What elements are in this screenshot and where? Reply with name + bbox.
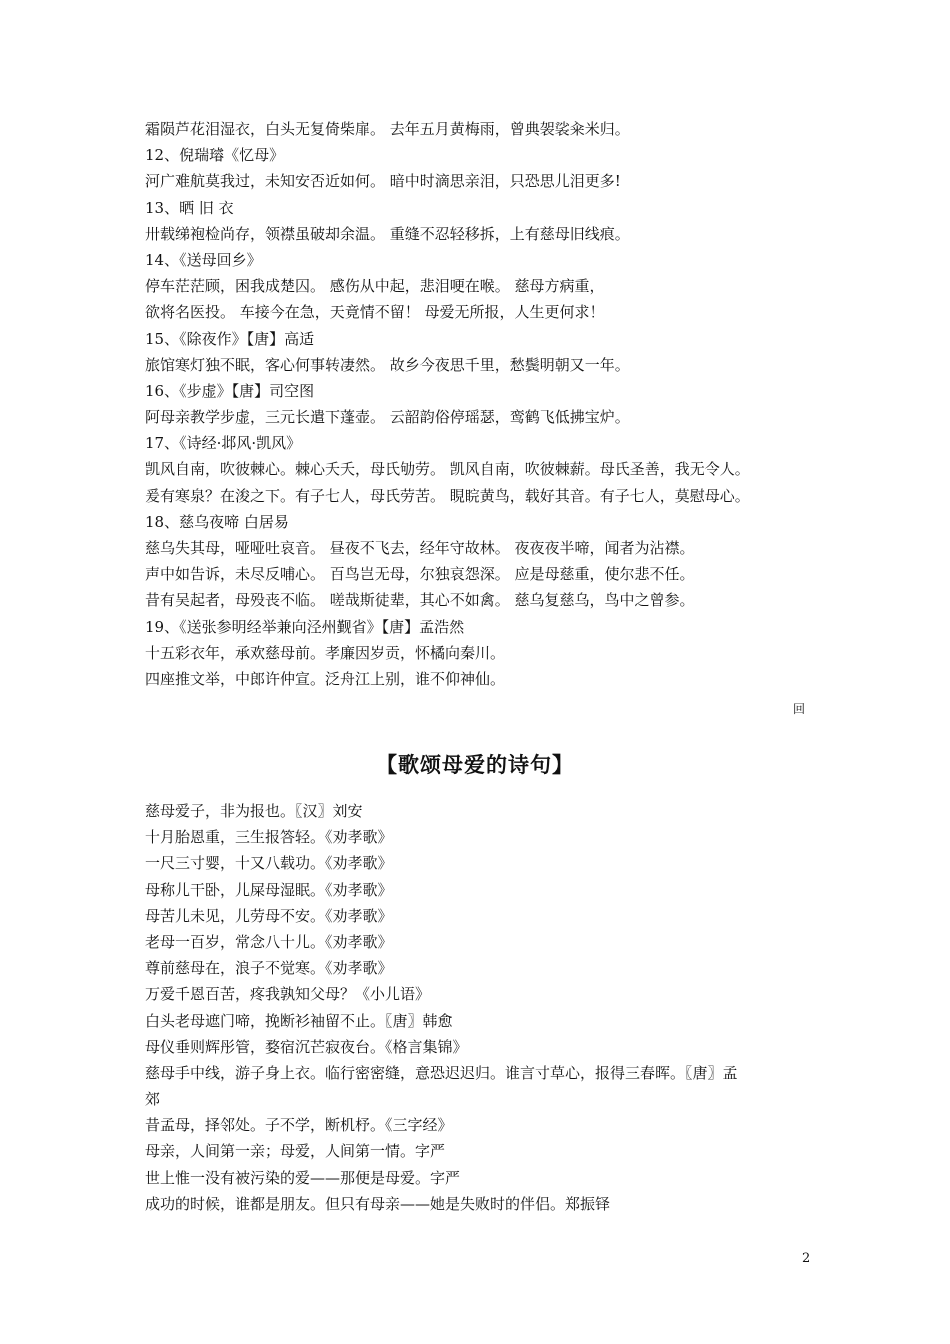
quote-line: 慈母手中线，游子身上衣。临行密密缝，意恐迟迟归。谁言寸草心，报得三春晖。〖唐〗孟 bbox=[145, 1063, 738, 1082]
quote-line: 世上惟一没有被污染的爱——那便是母爱。字严 bbox=[145, 1168, 461, 1187]
poem-heading: 12、倪瑞璿《忆母》 bbox=[145, 146, 285, 165]
text-line: 爰有寒泉？在浚之下。有子七人，母氏劳苦。 睍睆黄鸟，载好其音。有子七人，莫慰母心。 bbox=[145, 486, 750, 505]
text-line: 阿母亲教学步虚，三元长遣下蓬壶。 云韶韵俗停瑶瑟，鸾鹤飞低拂宝炉。 bbox=[145, 408, 630, 427]
text-line: 声中如告诉，未尽反哺心。 百鸟岂无母，尔独哀怨深。 应是母慈重，使尔悲不任。 bbox=[145, 565, 695, 584]
text-line: 欲将名医投。 车接今在急，天竟情不留！ 母爱无所报，人生更何求！ bbox=[145, 303, 605, 322]
text-line: 凯风自南，吹彼棘心。棘心夭夭，母氏劬劳。 凯风自南，吹彼棘薪。母氏圣善，我无令人。 bbox=[145, 460, 750, 479]
section-title: 【歌颂母爱的诗句】 bbox=[376, 752, 574, 777]
quote-line: 慈母爱子，非为报也。〖汉〗刘安 bbox=[145, 802, 363, 820]
text-line: 停车茫茫顾，困我成楚囚。 感伤从中起，悲泪哽在喉。 慈母方病重， bbox=[145, 277, 605, 296]
poem-heading: 19、《送张参明经举兼向泾州觐省》【唐】孟浩然 bbox=[145, 617, 465, 636]
text-line: 四座推文举，中郎许仲宣。泛舟江上别，谁不仰神仙。 bbox=[145, 669, 506, 688]
text-line: 旅馆寒灯独不眠，客心何事转凄然。 故乡今夜思千里，愁鬓明朝又一年。 bbox=[145, 355, 630, 374]
quote-line: 母仪垂则辉彤管，婺宿沉芒寂夜台。《格言集锦》 bbox=[145, 1037, 468, 1056]
quote-line: 一尺三寸婴，十又八载功。《劝孝歌》 bbox=[145, 854, 393, 873]
quote-line: 母亲，人间第一亲；母爱，人间第一情。字严 bbox=[145, 1142, 446, 1161]
quote-line: 昔孟母，择邻处。子不学，断机杼。《三字经》 bbox=[145, 1116, 453, 1135]
quote-list bbox=[145, 798, 825, 1217]
quote-line: 万爱千恩百苦，疼我孰知父母？《小儿语》 bbox=[145, 985, 431, 1004]
quote-line: 十月胎恩重，三生报答轻。《劝孝歌》 bbox=[145, 828, 393, 847]
quote-line: 老母一百岁，常念八十儿。《劝孝歌》 bbox=[145, 932, 393, 951]
text-line: 河广难航莫我过，未知安否近如何。 暗中时滴思亲泪，只恐思儿泪更多! bbox=[145, 172, 621, 191]
quote-line: 尊前慈母在，浪子不觉寒。《劝孝歌》 bbox=[145, 959, 393, 978]
quote-line: 母苦儿未见，儿劳母不安。《劝孝歌》 bbox=[145, 906, 393, 925]
text-line: 慈乌失其母，哑哑吐哀音。 昼夜不飞去，经年守故林。 夜夜夜半啼，闻者为沾襟。 bbox=[145, 539, 695, 557]
return-mark: 回 bbox=[793, 702, 806, 716]
page-number: 2 bbox=[802, 1251, 811, 1266]
quote-line: 郊 bbox=[145, 1090, 161, 1109]
quote-line: 成功的时候，谁都是朋友。但只有母亲——她是失败时的伴侣。郑振铎 bbox=[145, 1194, 611, 1213]
poem-heading: 17、《诗经·邶风·凯风》 bbox=[145, 434, 302, 453]
poem-list bbox=[145, 116, 825, 692]
poem-heading: 13、晒 旧 衣 bbox=[145, 198, 234, 217]
poem-heading: 15、《除夜作》【唐】高适 bbox=[145, 329, 315, 348]
poem-heading: 14、《送母回乡》 bbox=[145, 250, 262, 269]
text-line: 十五彩衣年，承欢慈母前。孝廉因岁贡，怀橘向秦川。 bbox=[145, 643, 506, 662]
text-line: 霜陨芦花泪湿衣，白头无复倚柴扉。 去年五月黄梅雨，曾典袈裟籴米归。 bbox=[145, 120, 630, 138]
poem-heading: 16、《步虚》【唐】司空图 bbox=[145, 381, 315, 400]
quote-line: 母称儿干卧，儿屎母湿眠。《劝孝歌》 bbox=[145, 880, 393, 899]
poem-heading: 18、慈乌夜啼 白居易 bbox=[145, 512, 289, 531]
quote-line: 白头老母遮门啼，挽断衫袖留不止。〖唐〗韩愈 bbox=[145, 1011, 453, 1030]
text-line: 昔有吴起者，母殁丧不临。 嗟哉斯徒辈，其心不如禽。 慈乌复慈乌，鸟中之曾参。 bbox=[145, 591, 695, 610]
text-line: 卅载绨袍检尚存，领襟虽破却余温。 重缝不忍轻移拆，上有慈母旧线痕。 bbox=[145, 224, 630, 243]
